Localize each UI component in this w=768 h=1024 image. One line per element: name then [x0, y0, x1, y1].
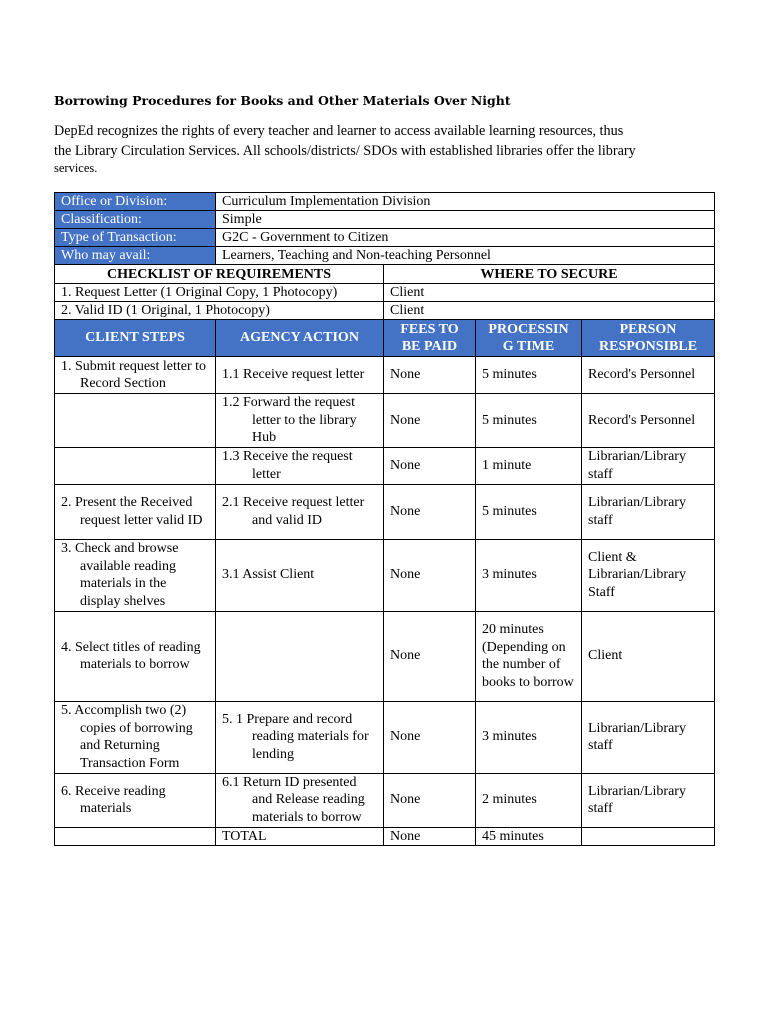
fees-cell: None [384, 484, 476, 539]
step-row [55, 701, 715, 773]
info-value: Curriculum Implementation Division [216, 193, 715, 211]
agency-action-cell: 1.2 Forward the request letter to the library Hub [216, 394, 384, 448]
person-responsible-cell: Librarian/Library staff [582, 773, 715, 827]
person-responsible-cell: Record's Personnel [582, 357, 715, 394]
info-label: Who may avail: [55, 247, 216, 265]
person-responsible-cell: Librarian/Library staff [582, 701, 715, 773]
processing-time-cell: 5 minutes [476, 394, 582, 448]
steps-header [55, 320, 715, 357]
fees-heading: FEES TO BE PAID [384, 320, 476, 357]
agency-action-cell: 5. 1 Prepare and record reading materials for lending [216, 701, 384, 773]
client-step-cell: 4. Select titles of reading materials to borrow [55, 611, 216, 701]
agency-action-cell: 1.3 Receive the request letter [216, 447, 384, 484]
checklist-row [55, 284, 715, 302]
client-step-cell [55, 394, 216, 448]
person-responsible-cell: Client & Librarian/Library Staff [582, 539, 715, 611]
where-cell: Client [384, 284, 715, 302]
fees-cell: None [384, 394, 476, 448]
processing-time-cell: 5 minutes [476, 357, 582, 394]
agency-action-cell [216, 611, 384, 701]
total-label: TOTAL [216, 827, 384, 846]
client-steps-heading: CLIENT STEPS [55, 320, 216, 357]
step-row [55, 611, 715, 701]
client-step-cell [55, 447, 216, 484]
total-row [55, 827, 715, 846]
processing-time-cell: 2 minutes [476, 773, 582, 827]
step-row [55, 394, 715, 448]
agency-action-cell: 1.1 Receive request letter [216, 357, 384, 394]
total-empty-cell [55, 827, 216, 846]
processing-time-cell: 3 minutes [476, 701, 582, 773]
step-row [55, 773, 715, 827]
fees-cell: None [384, 611, 476, 701]
requirement-cell: 1. Request Letter (1 Original Copy, 1 Photocopy) [55, 284, 384, 302]
agency-action-cell: 6.1 Return ID presented and Release reading materials to borrow [216, 773, 384, 827]
checklist-requirements-heading: CHECKLIST OF REQUIREMENTS [55, 265, 384, 284]
intro-line: DepEd recognizes the rights of every teacher and learner to access available learning resources, thus [54, 123, 624, 139]
processing-time-cell: 1 minute [476, 447, 582, 484]
info-row-office [55, 193, 715, 211]
total-fees: None [384, 827, 476, 846]
processing-time-heading: PROCESSIN G TIME [476, 320, 582, 357]
step-row [55, 539, 715, 611]
step-row [55, 447, 715, 484]
info-row-who-may-avail [55, 247, 715, 265]
client-step-cell: 1. Submit request letter to Record Section [55, 357, 216, 394]
info-row-transaction-type [55, 229, 715, 247]
info-label: Office or Division: [55, 193, 216, 211]
info-row-classification [55, 211, 715, 229]
checklist-where-heading: WHERE TO SECURE [384, 265, 715, 284]
info-label: Classification: [55, 211, 216, 229]
info-value: Simple [216, 211, 715, 229]
intro-paragraph [54, 122, 694, 175]
document-title: Borrowing Procedures for Books and Other Materials Over Night [54, 93, 511, 108]
info-value: Learners, Teaching and Non-teaching Personnel [216, 247, 715, 265]
fees-cell: None [384, 701, 476, 773]
info-value: G2C - Government to Citizen [216, 229, 715, 247]
fees-cell: None [384, 357, 476, 394]
intro-line: services. [54, 161, 98, 175]
checklist-row [55, 302, 715, 320]
total-person-empty-cell [582, 827, 715, 846]
fees-cell: None [384, 773, 476, 827]
agency-action-cell: 2.1 Receive request letter and valid ID [216, 484, 384, 539]
step-row [55, 484, 715, 539]
agency-action-heading: AGENCY ACTION [216, 320, 384, 357]
step-row [55, 357, 715, 394]
processing-time-cell: 20 minutes (Depending on the number of books to borrow [476, 611, 582, 701]
person-responsible-heading: PERSON RESPONSIBLE [582, 320, 715, 357]
person-responsible-cell: Librarian/Library staff [582, 447, 715, 484]
client-step-cell: 5. Accomplish two (2) copies of borrowing and Returning Transaction Form [55, 701, 216, 773]
person-responsible-cell: Librarian/Library staff [582, 484, 715, 539]
client-step-cell: 3. Check and browse available reading materials in the display shelves [55, 539, 216, 611]
intro-line: the Library Circulation Services. All schools/districts/ SDOs with established libraries offer the library [54, 142, 636, 159]
fees-cell: None [384, 539, 476, 611]
info-label: Type of Transaction: [55, 229, 216, 247]
where-cell: Client [384, 302, 715, 320]
person-responsible-cell: Record's Personnel [582, 394, 715, 448]
person-responsible-cell: Client [582, 611, 715, 701]
requirement-cell: 2. Valid ID (1 Original, 1 Photocopy) [55, 302, 384, 320]
client-step-cell: 2. Present the Received request letter valid ID [55, 484, 216, 539]
fees-cell: None [384, 447, 476, 484]
processing-time-cell: 5 minutes [476, 484, 582, 539]
processing-time-cell: 3 minutes [476, 539, 582, 611]
checklist-header [55, 265, 715, 284]
client-step-cell: 6. Receive reading materials [55, 773, 216, 827]
procedure-table [54, 192, 715, 846]
agency-action-cell: 3.1 Assist Client [216, 539, 384, 611]
total-time: 45 minutes [476, 827, 582, 846]
